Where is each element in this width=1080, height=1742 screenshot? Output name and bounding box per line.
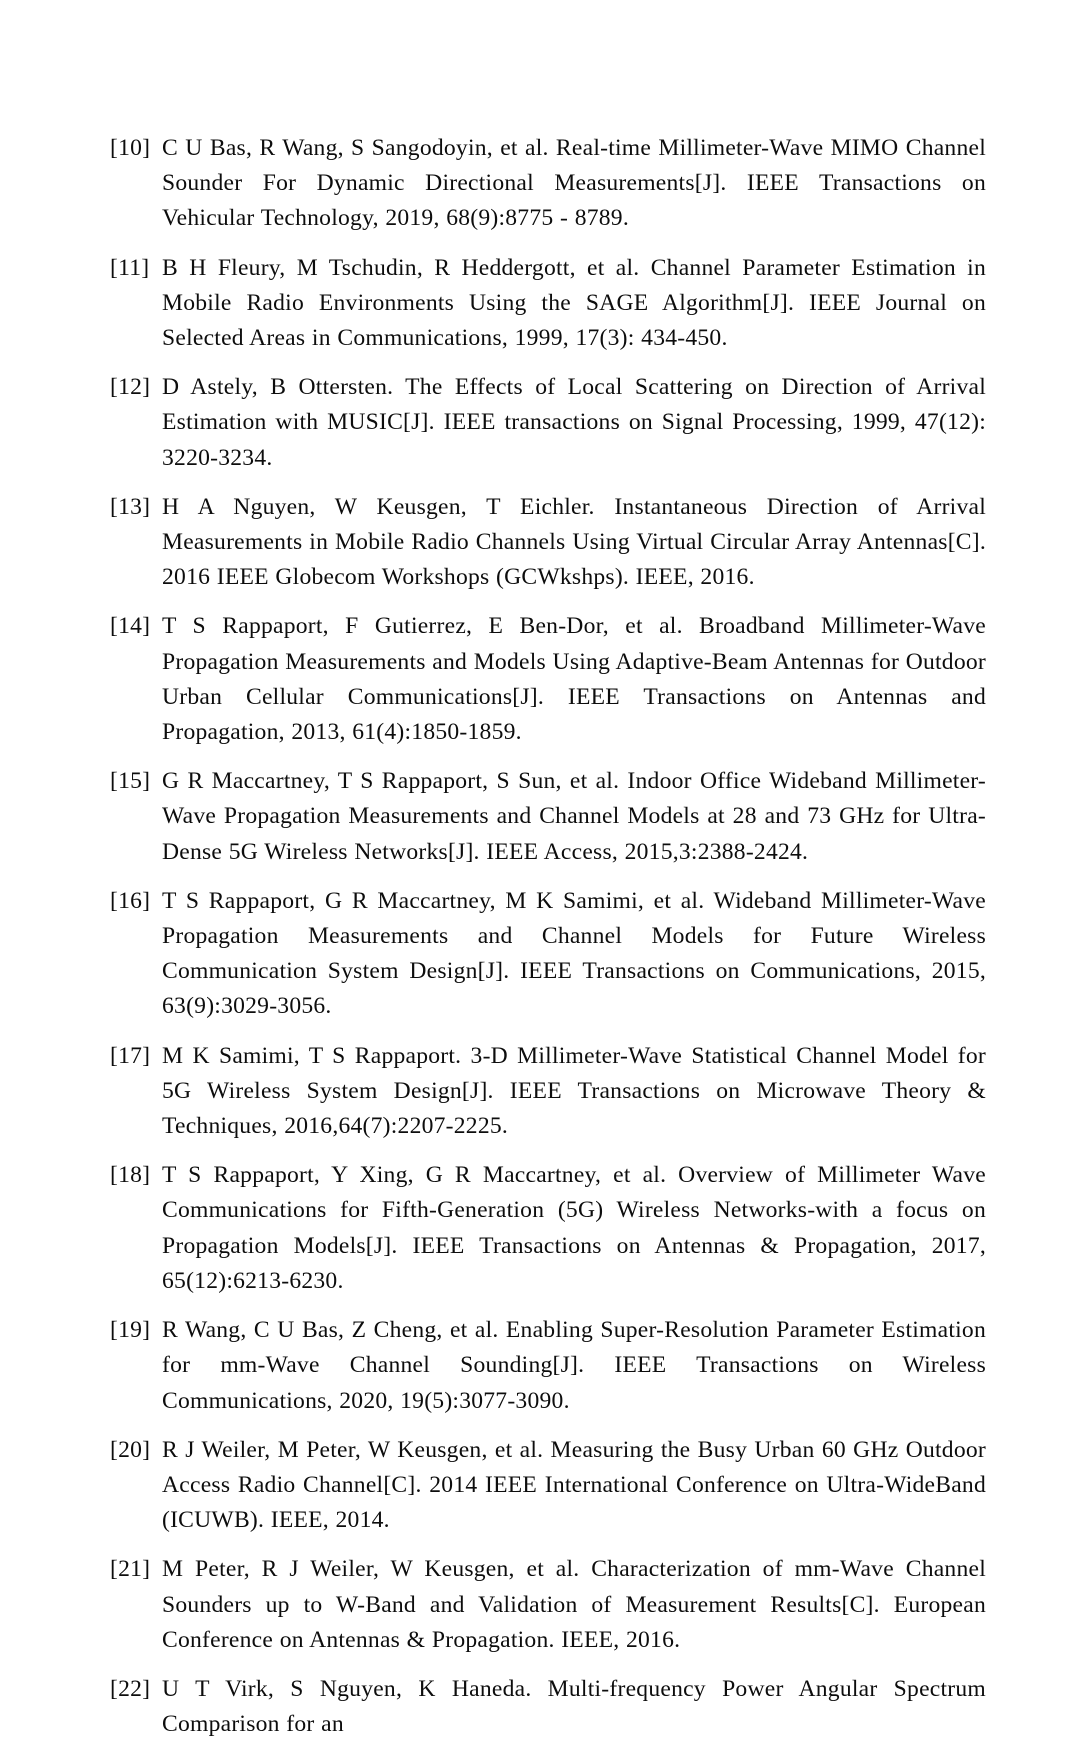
reference-entry: [110, 131, 986, 237]
reference-text: U T Virk, S Nguyen, K Haneda. Multi-frequency Power Angular Spectrum Comparison for an: [162, 1675, 986, 1738]
reference-text: H A Nguyen, W Keusgen, T Eichler. Instantaneous Direction of Arrival Measurements in Mobile Radio Channels Using Virtual Circular Array Antennas[C]. 2016 IEEE Globecom Workshops (GCWkshps). IEEE, 2016.: [162, 493, 986, 591]
reference-number: [14]: [110, 613, 151, 640]
reference-number: [22]: [110, 1675, 151, 1702]
reference-number: [19]: [110, 1317, 151, 1344]
reference-number: [18]: [110, 1162, 151, 1189]
reference-text: M K Samimi, T S Rappaport. 3-D Millimeter-Wave Statistical Channel Model for 5G Wireless System Design[J]. IEEE Transactions on Microwave Theory & Techniques, 2016,64(7):2207-2225.: [162, 1042, 986, 1140]
reference-number: [15]: [110, 768, 151, 795]
reference-text: T S Rappaport, Y Xing, G R Maccartney, et al. Overview of Millimeter Wave Communications for Fifth-Generation (5G) Wireless Networks-with a focus on Propagation Models[J]. IEEE Transactions on Antennas & Propagation, 2017, 65(12):6213-6230.: [162, 1162, 986, 1294]
reference-text: T S Rappaport, F Gutierrez, E Ben-Dor, et al. Broadband Millimeter-Wave Propagation Measurements and Models Using Adaptive-Beam Antennas for Outdoor Urban Cellular Communications[J]. IEEE Transactions on Antennas and Propagation, 2013, 61(4):1850-1859.: [162, 613, 986, 746]
reference-number: [20]: [110, 1436, 151, 1463]
reference-number: [13]: [110, 493, 151, 520]
reference-text: B H Fleury, M Tschudin, R Heddergott, et al. Channel Parameter Estimation in Mobile Radio Environments Using the SAGE Algorithm[J]. IEEE Journal on Selected Areas in Communications, 1999, 17(3): 434-450.: [162, 254, 986, 352]
reference-entry: [110, 370, 986, 476]
reference-entry: [110, 1672, 986, 1742]
reference-text: R Wang, C U Bas, Z Cheng, et al. Enabling Super-Resolution Parameter Estimation for mm-Wave Channel Sounding[J]. IEEE Transactions on Wireless Communications, 2020, 19(5):3077-3090.: [162, 1317, 986, 1414]
reference-number: [11]: [110, 254, 150, 281]
reference-text: R J Weiler, M Peter, W Keusgen, et al. Measuring the Busy Urban 60 GHz Outdoor Access Radio Channel[C]. 2014 IEEE International Conference on Ultra-WideBand (ICUWB). IEEE, 2014.: [162, 1436, 986, 1534]
reference-entry: [110, 490, 986, 596]
reference-entry: [110, 884, 986, 1025]
reference-number: [12]: [110, 374, 151, 401]
reference-entry: [110, 1039, 986, 1145]
reference-number: [21]: [110, 1556, 151, 1583]
reference-number: [16]: [110, 887, 151, 914]
reference-list: [110, 131, 986, 1742]
reference-text: G R Maccartney, T S Rappaport, S Sun, et al. Indoor Office Wideband Millimeter-Wave Propagation Measurements and Channel Models at 28 and 73 GHz for Ultra-Dense 5G Wireless Networks[J]. IEEE Access, 2015,3:2388-2424.: [162, 768, 986, 865]
reference-entry: [110, 251, 986, 357]
reference-text: D Astely, B Ottersten. The Effects of Local Scattering on Direction of Arrival Estimation with MUSIC[J]. IEEE transactions on Signal Processing, 1999, 47(12): 3220-3234.: [162, 374, 986, 471]
reference-entry: [110, 1158, 986, 1299]
reference-entry: [110, 1313, 986, 1419]
reference-entry: [110, 609, 986, 750]
reference-text: M Peter, R J Weiler, W Keusgen, et al. Characterization of mm-Wave Channel Sounders up to W-Band and Validation of Measurement Results[C]. European Conference on Antennas & Propagation. IEEE, 2016.: [162, 1556, 986, 1653]
reference-number: [17]: [110, 1042, 151, 1069]
reference-number: [10]: [110, 135, 151, 161]
reference-text: T S Rappaport, G R Maccartney, M K Samimi, et al. Wideband Millimeter-Wave Propagation Measurements and Channel Models for Future Wireless Communication System Design[J]. IEEE Transactions on Communications, 2015, 63(9):3029-3056.: [162, 887, 986, 1020]
reference-entry: [110, 1433, 986, 1539]
reference-text: C U Bas, R Wang, S Sangodoyin, et al. Real-time Millimeter-Wave MIMO Channel Sounder For Dynamic Directional Measurements[J]. IEEE Transactions on Vehicular Technology, 2019, 68(9):8775 - 8789.: [162, 135, 986, 232]
reference-entry: [110, 764, 986, 870]
reference-entry: [110, 1552, 986, 1658]
